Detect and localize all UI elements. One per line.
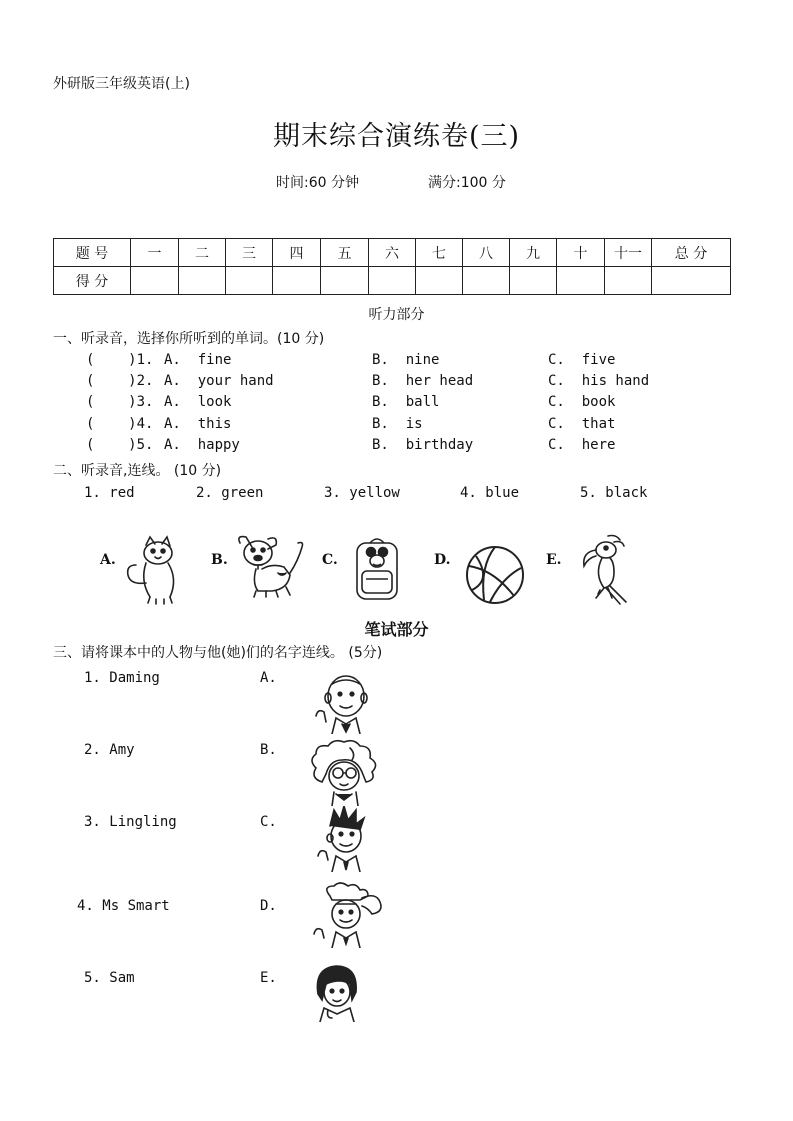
table-cell: 三 — [226, 239, 273, 267]
score-cell[interactable] — [605, 267, 652, 295]
color-word[interactable]: 5. black — [580, 485, 648, 501]
table-cell: 题 号 — [54, 239, 131, 267]
parrot-icon[interactable] — [576, 532, 636, 606]
option-c[interactable]: C. here — [548, 437, 616, 453]
option-b[interactable]: B. her head — [372, 373, 474, 389]
table-cell: 得 分 — [54, 267, 131, 295]
score-cell[interactable] — [226, 267, 273, 295]
character-picture-e[interactable] — [310, 962, 364, 1022]
score-table — [53, 238, 731, 295]
character-name[interactable]: 1. Daming — [84, 670, 160, 686]
table-cell: 九 — [510, 239, 557, 267]
color-word[interactable]: 3. yellow — [324, 485, 400, 501]
option-a[interactable]: A. fine — [164, 352, 232, 368]
score-cell[interactable] — [273, 267, 321, 295]
option-a[interactable]: A. your hand — [164, 373, 274, 389]
schoolbag-icon[interactable] — [352, 535, 402, 601]
option-b[interactable]: B. birthday — [372, 437, 474, 453]
score-table-score-row — [54, 267, 731, 295]
cat-icon[interactable] — [122, 535, 198, 607]
section3-title: 三、请将课本中的人物与他(她)们的名字连线。 (5分) — [53, 645, 383, 661]
score-cell[interactable] — [463, 267, 510, 295]
time-limit: 时间:60 分钟 — [276, 175, 359, 191]
score-cell[interactable] — [369, 267, 416, 295]
score-cell[interactable] — [416, 267, 463, 295]
question-number: ( )4. — [86, 416, 154, 432]
picture-letter: E. — [546, 552, 562, 568]
score-cell[interactable] — [510, 267, 557, 295]
color-word[interactable]: 4. blue — [460, 485, 520, 501]
picture-letter: D. — [434, 552, 451, 568]
score-cell[interactable] — [131, 267, 179, 295]
table-cell: 总 分 — [652, 239, 731, 267]
score-cell[interactable] — [321, 267, 369, 295]
option-b[interactable]: B. is — [372, 416, 423, 432]
picture-letter: E. — [260, 970, 277, 986]
character-name[interactable]: 4. Ms Smart — [77, 898, 170, 914]
full-score: 满分:100 分 — [428, 175, 506, 191]
character-picture-b[interactable] — [306, 738, 384, 806]
character-name[interactable]: 3. Lingling — [84, 814, 177, 830]
color-word[interactable]: 1. red — [84, 485, 135, 501]
page-title: 期末综合演练卷(三) — [272, 121, 521, 152]
table-cell: 二 — [179, 239, 226, 267]
picture-letter: A. — [260, 670, 277, 686]
option-c[interactable]: C. that — [548, 416, 616, 432]
table-cell: 一 — [131, 239, 179, 267]
section1-title: 一、听录音，选择你所听到的单词。(10 分) — [53, 331, 325, 347]
option-c[interactable]: C. five — [548, 352, 616, 368]
option-a[interactable]: A. this — [164, 416, 232, 432]
picture-letter: B. — [260, 742, 277, 758]
color-word[interactable]: 2. green — [196, 485, 264, 501]
listening-heading: 听力部分 — [368, 307, 425, 323]
score-table-header-row — [54, 239, 731, 267]
table-cell: 八 — [463, 239, 510, 267]
writing-heading: 笔试部分 — [364, 620, 429, 639]
option-b[interactable]: B. nine — [372, 352, 440, 368]
picture-letter: A. — [100, 552, 116, 568]
question-number: ( )2. — [86, 373, 154, 389]
table-cell: 七 — [416, 239, 463, 267]
option-a[interactable]: A. look — [164, 394, 232, 410]
table-cell: 四 — [273, 239, 321, 267]
character-name[interactable]: 5. Sam — [84, 970, 135, 986]
table-cell: 六 — [369, 239, 416, 267]
picture-letter: B. — [211, 552, 228, 568]
dog-icon[interactable] — [232, 533, 310, 601]
table-cell: 十 — [557, 239, 605, 267]
character-picture-a[interactable] — [312, 672, 374, 734]
character-picture-c[interactable] — [312, 806, 378, 872]
score-cell[interactable] — [652, 267, 731, 295]
score-cell[interactable] — [179, 267, 226, 295]
picture-letter: D. — [260, 898, 277, 914]
score-cell[interactable] — [557, 267, 605, 295]
character-name[interactable]: 2. Amy — [84, 742, 135, 758]
option-b[interactable]: B. ball — [372, 394, 440, 410]
option-c[interactable]: C. book — [548, 394, 616, 410]
section2-title: 二、听录音,连线。 (10 分) — [53, 463, 222, 479]
question-number: ( )1. — [86, 352, 154, 368]
picture-letter: C. — [260, 814, 277, 830]
question-number: ( )3. — [86, 394, 154, 410]
ball-icon[interactable] — [464, 544, 526, 606]
table-cell: 五 — [321, 239, 369, 267]
question-number: ( )5. — [86, 437, 154, 453]
picture-letter: C. — [322, 552, 338, 568]
table-cell: 十一 — [605, 239, 652, 267]
character-picture-d[interactable] — [310, 882, 384, 948]
option-c[interactable]: C. his hand — [548, 373, 650, 389]
book-label: 外研版三年级英语(上) — [53, 76, 190, 92]
option-a[interactable]: A. happy — [164, 437, 240, 453]
